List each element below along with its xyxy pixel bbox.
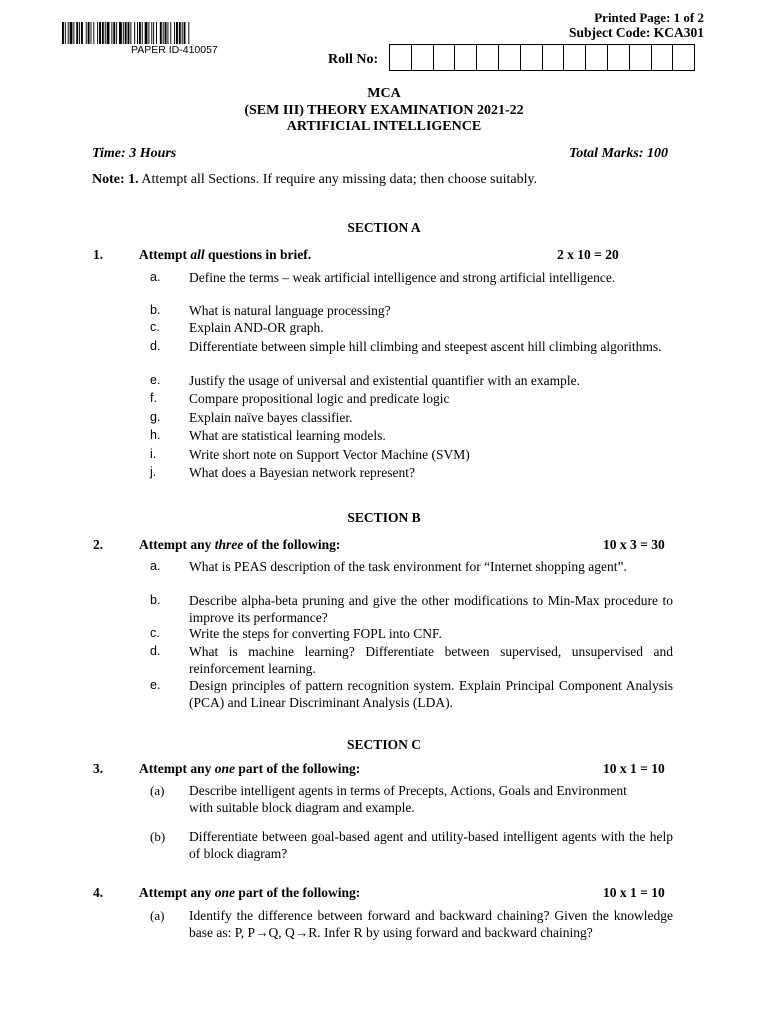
barcode-bar [163,22,164,44]
question-1-number: 1. [93,247,104,262]
paper-id: PAPER ID-410057 [131,44,218,56]
question-3-marks: 10 x 1 = 10 [603,761,665,776]
note [92,172,537,188]
barcode-bar [170,22,171,44]
note-label: Note: [92,172,125,187]
item-label: c. [150,626,160,640]
roll-no-box [499,45,521,70]
barcode-bar [107,22,110,44]
section-a-title: SECTION A [347,220,421,235]
item-label: e. [150,373,161,387]
barcode-bar [86,22,87,44]
question-4-marks: 10 x 1 = 10 [603,885,665,900]
roll-no-label: Roll No: [328,52,379,67]
barcode-bar [165,22,167,44]
question-3-number: 3. [93,761,104,776]
barcode-bar [99,22,101,44]
item-text: Describe intelligent agents in terms of Precepts, Actions, Goals and Environment with suitable block diagram and example. [189,783,627,815]
item-text: What does a Bayesian network represent? [189,465,416,480]
barcode-bar [70,22,73,44]
roll-no-box [564,45,586,70]
section-c-title: SECTION C [347,737,421,752]
item-text: Differentiate between simple hill climbing and steepest ascent hill climbing algorithms. [189,339,662,354]
item-label: a. [150,270,161,284]
barcode-bar [76,22,78,44]
item-label: f. [150,391,157,405]
roll-no-box [630,45,652,70]
item-text: Identify the difference between forward and backward chaining? Given the knowledge base as: P, P→Q, Q→R. Infer R by using forward and backward chaining? [189,908,673,940]
barcode-bar [105,22,106,44]
roll-no-box [434,45,456,70]
section-b-title: SECTION B [347,510,421,525]
item-label: e. [150,678,161,692]
barcode-bar [65,22,66,44]
barcode-bar [137,22,138,44]
question-4-number: 4. [93,885,104,900]
item-label: i. [150,447,157,461]
item-text: Write the steps for converting FOPL into CNF. [189,626,442,641]
item-text: What are statistical learning models. [189,428,386,443]
barcode-bar [116,22,117,44]
barcode-bar [68,22,69,44]
barcode-bar [125,22,127,44]
question-1-instruction: Attempt all questions in brief. [139,247,312,262]
item-text: Design principles of pattern recognition system. Explain Principal Component Analysis (PCA) and Linear Discriminant Analysis (LDA). [189,678,673,710]
question-2-instruction: Attempt any three of the following: [139,537,341,552]
barcode-bar [111,22,112,44]
item-text: Explain AND-OR graph. [189,320,324,335]
barcode-bar [113,22,115,44]
barcode-bar [88,22,90,44]
roll-no-box [673,45,695,70]
barcode-bar [79,22,80,44]
roll-no-box [412,45,434,70]
roll-no-box [586,45,608,70]
barcode-bar [167,22,168,44]
roll-no-box [521,45,543,70]
roll-no-box [652,45,674,70]
barcode-bar [156,22,157,44]
barcode-bar [182,22,183,44]
barcode-bar [174,22,175,44]
question-2-number: 2. [93,537,104,552]
roll-no-box [608,45,630,70]
barcode-bar [93,22,94,44]
barcode-bar [148,22,149,44]
item-label: j. [150,465,157,479]
barcode-bar [176,22,178,44]
item-text: What is PEAS description of the task environment for “Internet shopping agent”. [189,559,627,574]
question-4-instruction: Attempt any one part of the following: [139,885,361,900]
program-title: MCA [367,86,401,101]
barcode-bar [188,22,189,44]
barcode-bar [102,22,104,44]
barcode-bar [179,22,181,44]
barcode-bar [184,22,186,44]
barcode-bar [139,22,141,44]
item-label: d. [150,339,161,353]
barcode-bar [151,22,152,44]
roll-no-box [455,45,477,70]
item-label: d. [150,644,161,658]
barcode-bar [73,22,74,44]
item-label: g. [150,410,161,424]
note-text: Attempt all Sections. If require any missing data; then choose suitably. [141,172,538,187]
barcode-bar [153,22,154,44]
time-allowed: Time: 3 Hours [92,146,177,161]
item-text: Define the terms – weak artificial intelligence and strong artificial intelligence. [189,270,616,285]
item-text: What is machine learning? Differentiate between supervised, unsupervised and reinforcement learning. [189,644,673,676]
barcode-bar [62,22,64,44]
item-label: b. [150,593,161,607]
item-label: (a) [150,783,165,798]
barcode-bar [91,22,92,44]
barcode-bar [97,22,98,44]
barcode-bar [119,22,122,44]
question-1-marks: 2 x 10 = 20 [557,247,619,262]
roll-no-box [390,45,412,70]
subject-title: ARTIFICIAL INTELLIGENCE [286,119,482,134]
barcode-bar [81,22,83,44]
item-text: Explain naïve bayes classifier. [189,410,353,425]
exam-title: (SEM III) THEORY EXAMINATION 2021-22 [244,103,524,118]
barcode-bar [123,22,124,44]
roll-no-boxes [389,44,695,71]
item-label: h. [150,428,161,442]
item-label: b. [150,303,161,317]
item-text: Compare propositional logic and predicate logic [189,391,450,406]
barcode-bar [160,22,162,44]
barcode-bar [142,22,143,44]
barcode [62,22,290,44]
item-label: (a) [150,908,165,923]
barcode-bar [134,22,135,44]
item-label: c. [150,320,160,334]
roll-no-box [477,45,499,70]
printed-page: Printed Page: 1 of 2 [594,10,704,25]
item-text: Differentiate between goal-based agent and utility-based intelligent agents with the help of block diagram? [189,829,673,861]
barcode-bar [145,22,148,44]
total-marks: Total Marks: 100 [568,146,668,161]
roll-no-box [543,45,565,70]
item-text: Describe alpha-beta pruning and give the other modifications to Min-Max procedure to improve its performance? [189,593,673,625]
item-text: Write short note on Support Vector Machine (SVM) [189,447,470,462]
item-text: Justify the usage of universal and existential quantifier with an example. [189,373,581,388]
note-number: 1. [128,172,139,187]
question-2-marks: 10 x 3 = 30 [603,537,665,552]
barcode-bar [128,22,130,44]
question-3-instruction: Attempt any one part of the following: [139,761,361,776]
barcode-bar [130,22,131,44]
item-label: (b) [150,829,166,844]
item-label: a. [150,559,161,573]
subject-code: Subject Code: KCA301 [569,25,704,40]
item-text: What is natural language processing? [189,303,391,318]
